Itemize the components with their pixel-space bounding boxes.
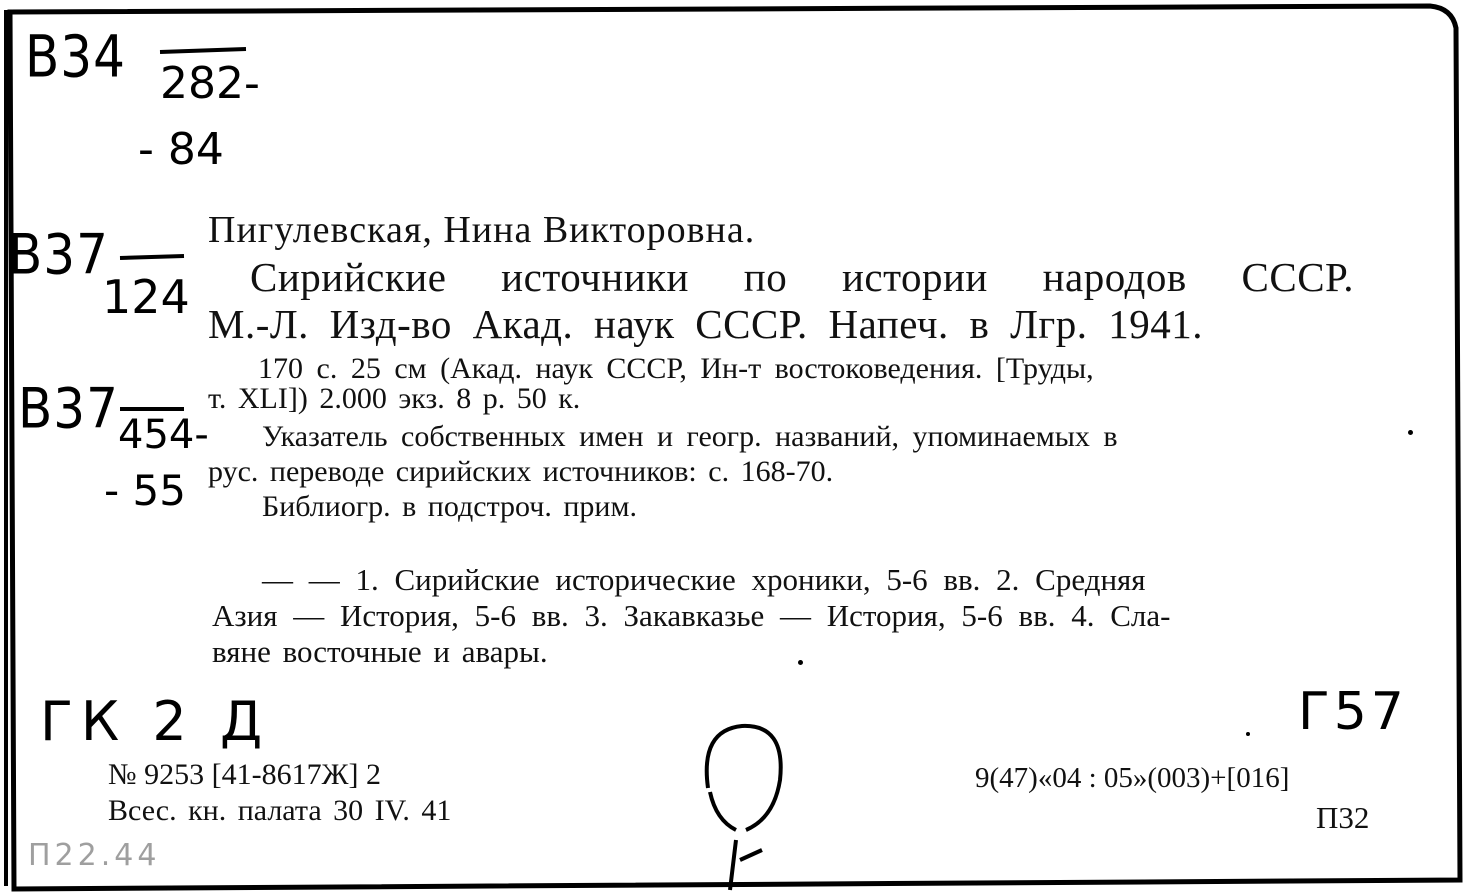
physical-description-line-2: т. XLI]) 2.000 экз. 8 р. 50 к.: [208, 382, 581, 415]
shelfmark-third: В37: [18, 377, 119, 441]
fraction-line-1: [158, 46, 248, 56]
handwritten-g57-mark: Г57: [1298, 682, 1408, 742]
fraction-line-2: [118, 252, 188, 262]
physical-description-line-1: 170 с. 25 см (Акад. наук СССР, Ин-т востоковедения. [Труды,: [258, 352, 1094, 385]
imprint: М.-Л. Изд-во Акад. наук СССР. Напеч. в Лгр. 1941.: [208, 301, 1203, 347]
shelfmark-main-denominator: - 84: [138, 124, 224, 175]
shelfmark-second-numerator: 124: [102, 270, 190, 324]
author-heading: Пигулевская, Нина Викторовна.: [208, 209, 756, 251]
note-index-line-1: Указатель собственных имен и геогр. названий, упоминаемых в: [262, 420, 1118, 453]
classification-index: 9(47)«04 : 05»(003)+[016]: [975, 762, 1290, 794]
note-index-line-2: рус. переводе сирийских источников: с. 168-70.: [208, 455, 834, 488]
note-bibliography: Библиогр. в подстроч. прим.: [262, 490, 637, 523]
shelfmark-second: В37: [8, 223, 109, 287]
book-chamber-stamp: Всес. кн. палата 30 IV. 41: [108, 794, 452, 827]
speck: [1246, 732, 1250, 736]
card-hole-outline: [690, 700, 800, 895]
cutter-number: П32: [1316, 800, 1370, 835]
subject-headings-line-3: вяне восточные и авары.: [212, 634, 548, 669]
shelfmark-main-numerator: 282-: [160, 58, 260, 109]
subject-headings-line-1: — — 1. Сирийские исторические хроники, 5-6 вв. 2. Средняя: [262, 562, 1146, 597]
shelfmark-third-numerator: 454-: [118, 412, 209, 458]
speck: [798, 660, 803, 665]
shelfmark-main: В34: [25, 23, 126, 91]
speck: [1408, 430, 1413, 435]
card-number: № 9253 [41-8617Ж] 2: [108, 758, 381, 791]
shelfmark-third-denominator: - 55: [104, 466, 186, 515]
book-title: Сирийские источники по истории народов СССР.: [250, 254, 1354, 300]
faint-stamp: П22.44: [28, 838, 161, 873]
handwritten-gk-mark: ГК 2 Д: [40, 690, 271, 753]
subject-headings-line-2: Азия — История, 5-6 вв. 3. Закавказье — История, 5-6 вв. 4. Сла-: [212, 598, 1171, 633]
